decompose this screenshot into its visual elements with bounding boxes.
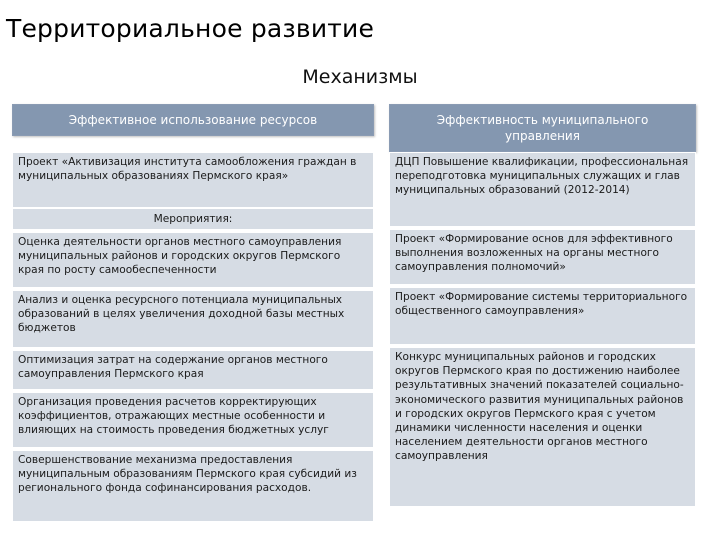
page-subtitle: Механизмы [302,66,418,88]
right-item-4: Конкурс муниципальных районов и городских округов Пермского края по достижению наиболее результативных значений показателей социально-экономического развития муниципальных районов и городских округов Пермского края с учетом динамики численности населения и оценки населением деятельности органов местного самоуправления [389,347,696,507]
left-column-header: Эффективное использование ресурсов [12,104,374,136]
page-title: Территориальное развитие [6,14,375,43]
left-project-cell: Проект «Активизация института самообложения граждан в муниципальных образованиях Пермского края» [12,152,374,208]
right-column-header: Эффективность муниципального управления [389,104,696,152]
right-item-2: Проект «Формирование основ для эффективного выполнения возложенных на органы местного самоуправления полномочий» [389,229,696,285]
events-label: Мероприятия: [12,208,374,230]
left-item-1: Оценка деятельности органов местного самоуправления муниципальных районов и городских округов Пермского края по росту самообеспеченности [12,232,374,288]
right-column [389,104,696,507]
left-item-3: Оптимизация затрат на содержание органов местного самоуправления Пермского края [12,350,374,390]
left-item-4: Организация проведения расчетов корректирующих коэффициентов, отражающих местные особенности и влияющих на стоимость проведения бюджетных услуг [12,392,374,448]
right-item-3: Проект «Формирование системы территориального общественного самоуправления» [389,287,696,345]
left-item-2: Анализ и оценка ресурсного потенциала муниципальных образований в целях увеличения доходной базы местных бюджетов [12,290,374,348]
left-item-5: Совершенствование механизма предоставления муниципальным образованиям Пермского края субсидий из регионального фонда софинансирования расходов. [12,450,374,522]
right-item-1: ДЦП Повышение квалификации, профессиональная переподготовка муниципальных служащих и глав муниципальных образований (2012-2014) [389,152,696,227]
left-column [12,104,374,522]
